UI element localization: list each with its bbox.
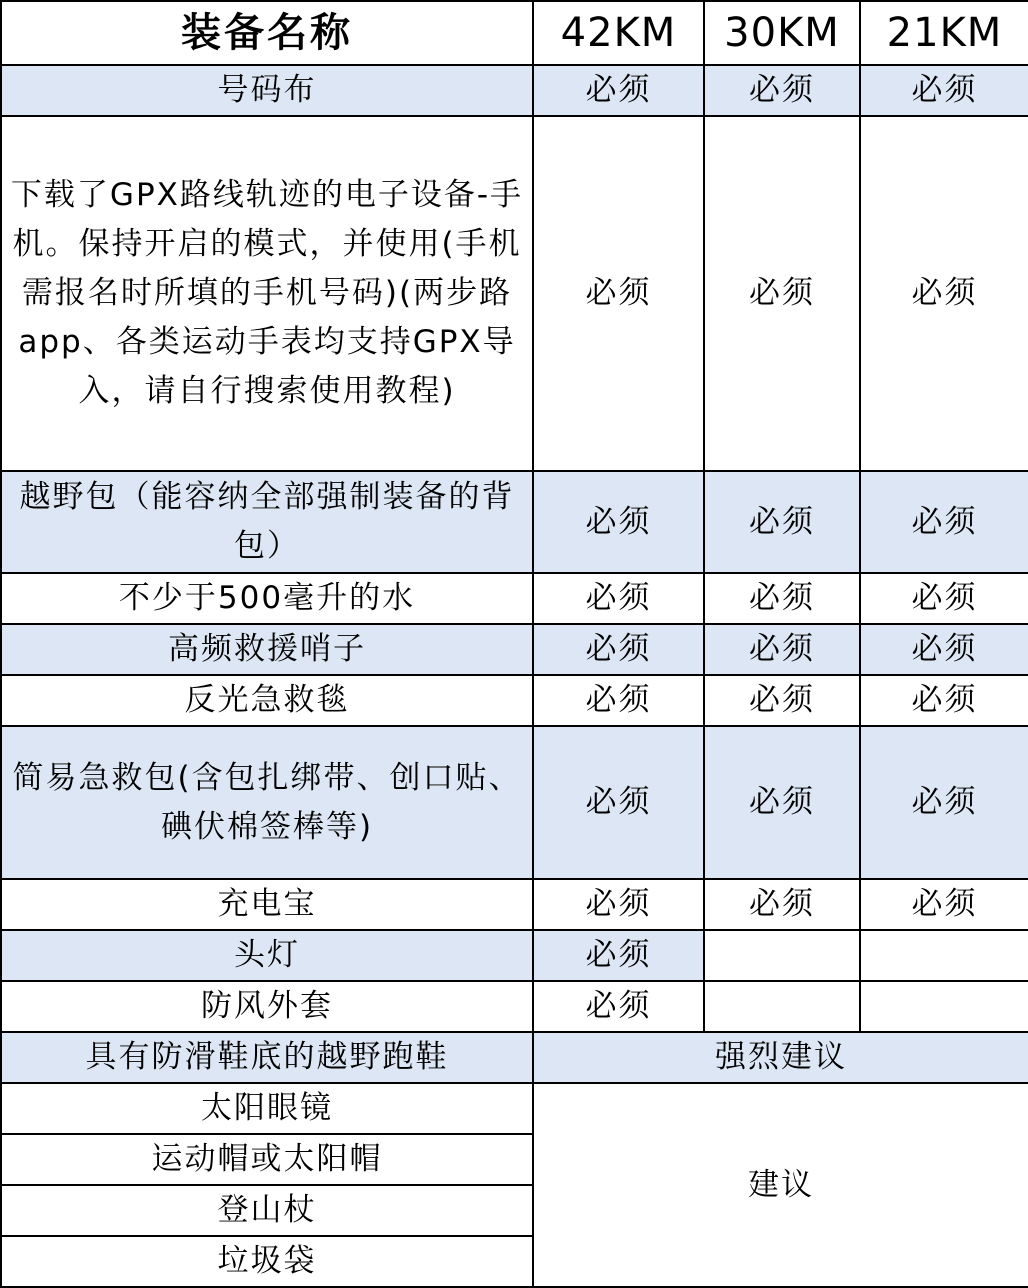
gear-name: 运动帽或太阳帽	[1, 1134, 533, 1185]
req-42km: 必须	[533, 675, 704, 726]
table-row	[1, 471, 1028, 573]
recommended-all: 建议	[533, 1083, 1028, 1287]
table-row	[1, 116, 1028, 471]
req-30km: 必须	[704, 624, 860, 675]
header-row	[1, 1, 1028, 65]
gear-name: 具有防滑鞋底的越野跑鞋	[1, 1032, 533, 1083]
table-row	[1, 1032, 1028, 1083]
req-21km: 必须	[860, 675, 1028, 726]
gear-name: 头灯	[1, 930, 533, 981]
header-30km: 30KM	[704, 1, 860, 65]
table-row	[1, 1083, 1028, 1134]
req-21km: 必须	[860, 726, 1028, 879]
gear-name: 防风外套	[1, 981, 533, 1032]
req-21km: 必须	[860, 65, 1028, 116]
header-21km: 21KM	[860, 1, 1028, 65]
table-row	[1, 675, 1028, 726]
req-21km	[860, 930, 1028, 981]
header-42km: 42KM	[533, 1, 704, 65]
table-row	[1, 726, 1028, 879]
gear-name: 反光急救毯	[1, 675, 533, 726]
req-42km: 必须	[533, 573, 704, 624]
table-row	[1, 573, 1028, 624]
gear-name: 下载了GPX路线轨迹的电子设备-手机。保持开启的模式，并使用(手机需报名时所填的手机号码)(两步路app、各类运动手表均支持GPX导入，请自行搜索使用教程)	[1, 116, 533, 471]
req-42km: 必须	[533, 116, 704, 471]
req-42km: 必须	[533, 471, 704, 573]
gear-name: 号码布	[1, 65, 533, 116]
req-21km: 必须	[860, 573, 1028, 624]
req-21km	[860, 981, 1028, 1032]
req-21km: 必须	[860, 471, 1028, 573]
gear-name: 登山杖	[1, 1185, 533, 1236]
req-30km: 必须	[704, 65, 860, 116]
table-row	[1, 624, 1028, 675]
req-30km: 必须	[704, 726, 860, 879]
table-row	[1, 930, 1028, 981]
gear-name: 简易急救包(含包扎绑带、创口贴、碘伏棉签棒等)	[1, 726, 533, 879]
req-42km: 必须	[533, 879, 704, 930]
req-42km: 必须	[533, 930, 704, 981]
req-21km: 必须	[860, 879, 1028, 930]
gear-name: 太阳眼镜	[1, 1083, 533, 1134]
table-row	[1, 879, 1028, 930]
req-30km	[704, 930, 860, 981]
req-30km: 必须	[704, 675, 860, 726]
req-30km: 必须	[704, 471, 860, 573]
req-42km: 必须	[533, 624, 704, 675]
req-30km: 必须	[704, 573, 860, 624]
req-21km: 必须	[860, 624, 1028, 675]
gear-name: 不少于500毫升的水	[1, 573, 533, 624]
table-row	[1, 65, 1028, 116]
req-30km	[704, 981, 860, 1032]
gear-name: 充电宝	[1, 879, 533, 930]
gear-name: 垃圾袋	[1, 1236, 533, 1287]
req-21km: 必须	[860, 116, 1028, 471]
table-row	[1, 981, 1028, 1032]
req-30km: 必须	[704, 116, 860, 471]
gear-name: 高频救援哨子	[1, 624, 533, 675]
req-42km: 必须	[533, 981, 704, 1032]
req-42km: 必须	[533, 726, 704, 879]
strongly-recommended-all: 强烈建议	[533, 1032, 1028, 1083]
header-gear-name: 装备名称	[1, 1, 533, 65]
req-42km: 必须	[533, 65, 704, 116]
gear-name: 越野包（能容纳全部强制装备的背包）	[1, 471, 533, 573]
req-30km: 必须	[704, 879, 860, 930]
